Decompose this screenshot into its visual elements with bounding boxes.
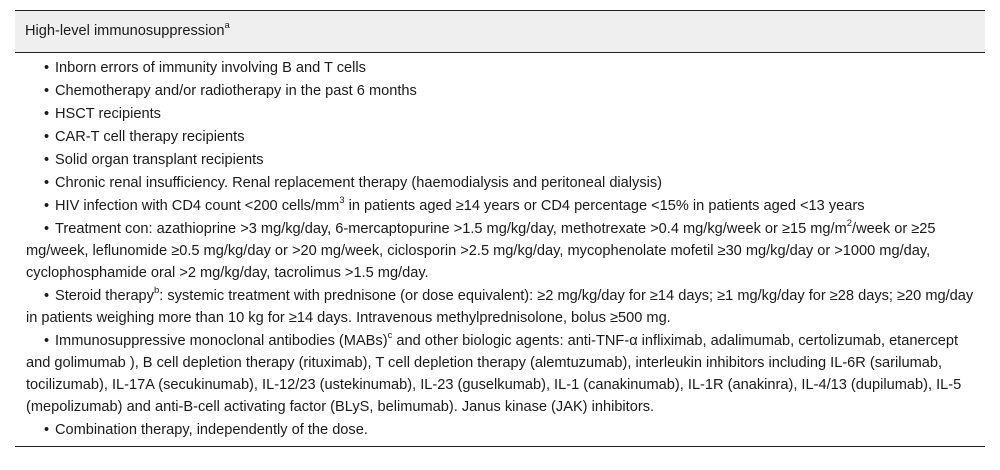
bullet-icon: • bbox=[44, 333, 50, 349]
list-item: • CAR-T cell therapy recipients bbox=[15, 126, 985, 148]
list-item: • Chronic renal insufficiency. Renal replacement therapy (haemodialysis and peritoneal dialysis) bbox=[15, 172, 985, 194]
immunosuppression-table bbox=[15, 10, 985, 447]
table-body bbox=[15, 53, 985, 447]
list-item: • HSCT recipients bbox=[15, 103, 985, 125]
table-header-title: High-level immunosuppression bbox=[25, 23, 225, 39]
list-item: • Treatment con: azathioprine >3 mg/kg/day, 6-mercaptopurine >1.5 mg/kg/day, methotrexate >0.4 mg/kg/week or ≥15 $mg/m^2$/week or ≥25 mg/week, leflunomide ≥0.5 mg/kg/day or >20 mg/week, ciclosporin >2.5 mg/kg/day, mycophenolate mofetil ≥30 mg/kg/day or >1000 mg/day, cyclophosphamide oral >2 mg/kg/day, tacrolimus >1.5 mg/day. bbox=[26, 218, 936, 281]
bullet-icon: • bbox=[44, 175, 50, 191]
bullet-icon: • bbox=[44, 60, 50, 76]
bullet-icon: • bbox=[44, 83, 50, 99]
bullet-icon: • bbox=[44, 152, 50, 168]
list-item: • Solid organ transplant recipients bbox=[15, 149, 985, 171]
table-header-footnote-marker: a bbox=[224, 20, 230, 32]
list-item: • Inborn errors of immunity involving B and T cells bbox=[15, 57, 985, 79]
bullet-icon: • bbox=[44, 422, 50, 438]
bullet-icon: • bbox=[44, 221, 50, 237]
list-item: • Combination therapy, independently of the dose. bbox=[15, 419, 985, 441]
list-item: • HIV infection with CD4 count <200 cells/$mm^3$ in patients aged ≥14 years or CD4 percentage <15% in patients aged <13 years bbox=[15, 195, 985, 217]
list-item: • Chemotherapy and/or radiotherapy in the past 6 months bbox=[15, 80, 985, 102]
bullet-icon: • bbox=[44, 288, 50, 304]
table-header bbox=[15, 11, 985, 53]
bullet-icon: • bbox=[44, 106, 50, 122]
list-item: • Steroid therapy$^b$: systemic treatment with prednisone (or dose equivalent): ≥2 mg/kg/day for ≥14 days; ≥1 mg/kg/day for ≥28 days; ≥20 mg/day in patients weighing more than 10 kg for ≥14 days. Intravenous methylprednisolone, bolus ≥500 mg. bbox=[26, 285, 974, 326]
bullet-icon: • bbox=[44, 198, 50, 214]
list-item: • Immunosuppressive monoclonal antibodies (MABs)$^c$ and other biologic agents: anti-TNF-α infliximab, adalimumab, certolizumab, etanercept and golimumab ), B cell depletion therapy (rituximab), T cell depletion therapy (alemtuzumab), interleukin inhibitors including IL-6R (sarilumab, tocilizumab), IL-17A (secukinumab), IL-12/23 (ustekinumab), IL-23 (guselkumab), IL-1 (canakinumab), IL-1R (anakinra), IL-4/13 (dupilumab), IL-5 (mepolizumab) and anti-B-cell activating factor (BLyS, belimumab). Janus kinase (JAK) inhibitors. bbox=[26, 330, 962, 415]
bullet-icon: • bbox=[44, 129, 50, 145]
